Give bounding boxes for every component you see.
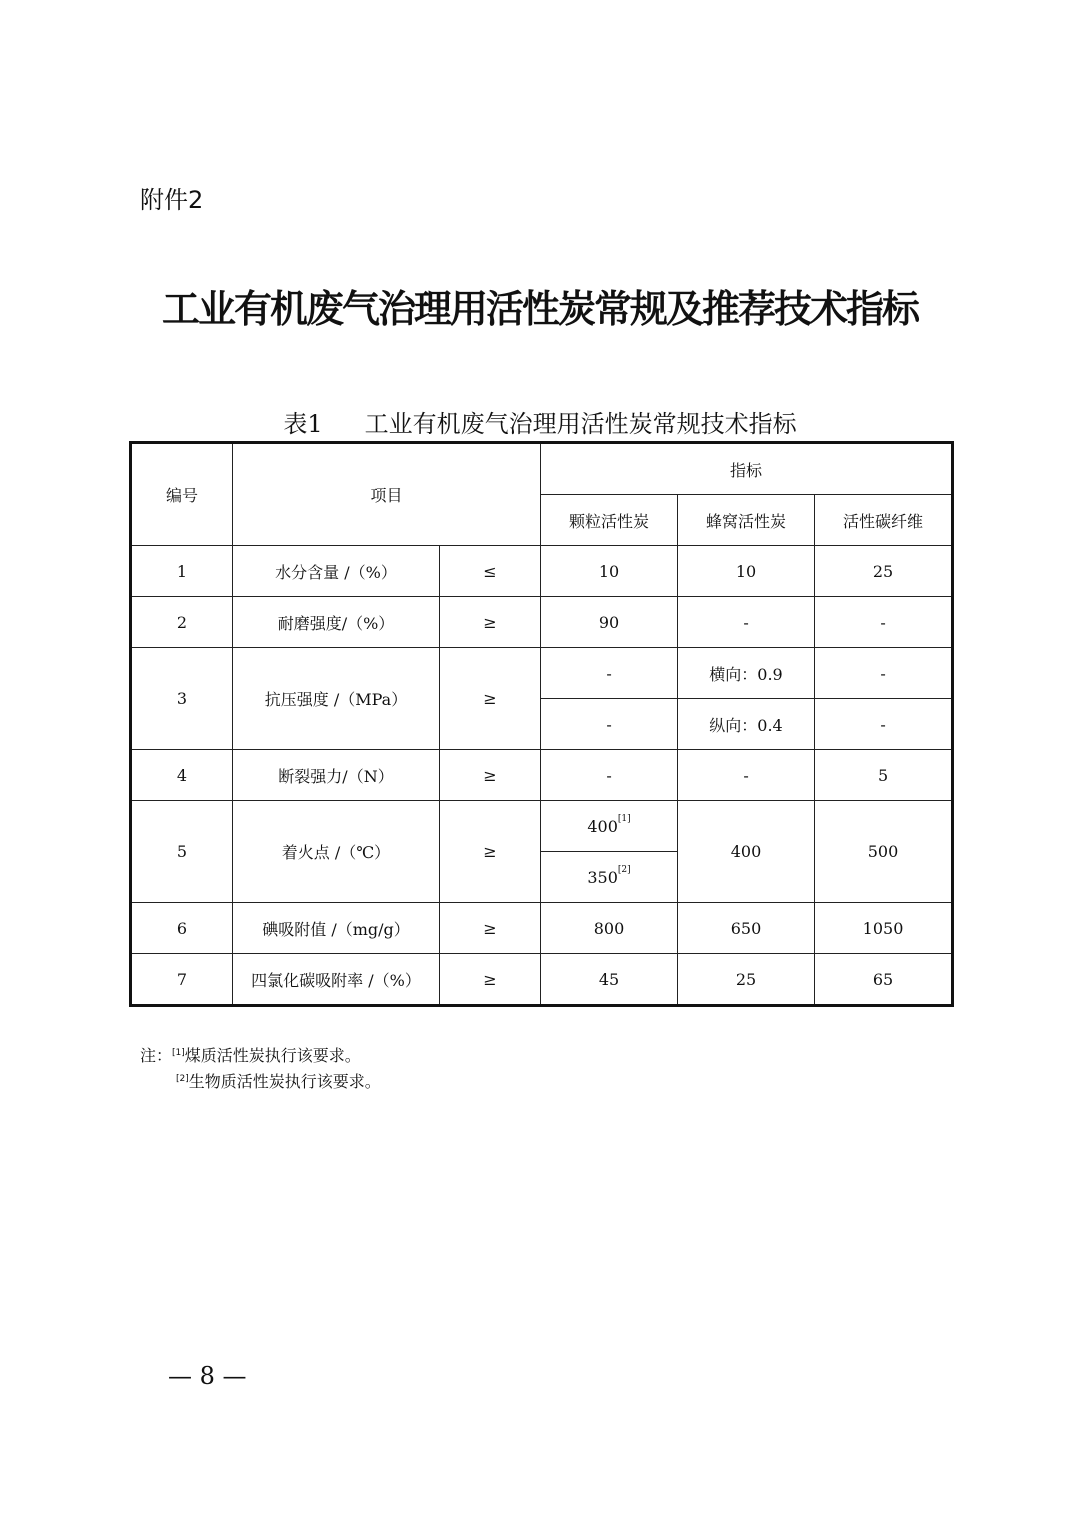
cell-honeycomb: 400 [678, 801, 815, 903]
cell-operator: ≥ [440, 903, 541, 954]
table-caption-number: 表1 [283, 410, 323, 438]
cell-item: 耐磨强度/（%） [233, 597, 440, 648]
cell-no: 1 [131, 546, 233, 597]
cell-item: 四氯化碳吸附率 /（%） [233, 954, 440, 1006]
cell-fiber: - [815, 699, 953, 750]
cell-fiber: 65 [815, 954, 953, 1006]
value: 400 [587, 816, 618, 836]
cell-granular: 800 [541, 903, 678, 954]
cell-operator: ≥ [440, 648, 541, 750]
header-item: 项目 [233, 443, 541, 546]
cell-operator: ≥ [440, 750, 541, 801]
cell-operator: ≥ [440, 801, 541, 903]
cell-item: 断裂强力/（N） [233, 750, 440, 801]
cell-item: 水分含量 /（%） [233, 546, 440, 597]
cell-honeycomb: 650 [678, 903, 815, 954]
cell-no: 5 [131, 801, 233, 903]
footnote-mark: [2] [617, 864, 631, 875]
table-header-row [131, 443, 953, 495]
cell-granular [541, 801, 678, 852]
cell-granular: 45 [541, 954, 678, 1006]
cell-no: 2 [131, 597, 233, 648]
cell-operator: ≤ [440, 546, 541, 597]
table-caption [0, 404, 1080, 439]
cell-fiber: 25 [815, 546, 953, 597]
cell-granular: - [541, 648, 678, 699]
document-title: 工业有机废气治理用活性炭常规及推荐技术指标 [161, 286, 918, 331]
cell-no: 4 [131, 750, 233, 801]
cell-fiber: - [815, 597, 953, 648]
header-honeycomb: 蜂窝活性炭 [678, 495, 815, 546]
table-row [131, 648, 953, 699]
cell-granular: 90 [541, 597, 678, 648]
header-no: 编号 [131, 443, 233, 546]
cell-no: 3 [131, 648, 233, 750]
table-notes [140, 1043, 381, 1095]
attachment-label: 附件2 [140, 186, 204, 214]
cell-fiber: 5 [815, 750, 953, 801]
note-text: 生物质活性炭执行该要求。 [188, 1072, 381, 1091]
cell-operator: ≥ [440, 597, 541, 648]
cell-honeycomb: 纵向：0.4 [678, 699, 815, 750]
page-number: — 8 — [168, 1362, 247, 1390]
cell-item: 抗压强度 /（MPa） [233, 648, 440, 750]
cell-honeycomb: 10 [678, 546, 815, 597]
footnote-mark: [2] [176, 1074, 189, 1084]
table-row [131, 750, 953, 801]
table-row [131, 801, 953, 852]
cell-honeycomb: 25 [678, 954, 815, 1006]
header-granular: 颗粒活性炭 [541, 495, 678, 546]
cell-fiber: - [815, 648, 953, 699]
cell-no: 6 [131, 903, 233, 954]
cell-item: 碘吸附值 /（mg/g） [233, 903, 440, 954]
spec-table [129, 441, 954, 1007]
note-2 [140, 1069, 381, 1095]
header-fiber: 活性碳纤维 [815, 495, 953, 546]
cell-honeycomb: - [678, 597, 815, 648]
cell-fiber: 500 [815, 801, 953, 903]
cell-granular: - [541, 750, 678, 801]
footnote-mark: [1] [172, 1048, 185, 1058]
table-row [131, 546, 953, 597]
cell-granular: 10 [541, 546, 678, 597]
cell-granular [541, 852, 678, 903]
cell-item: 着火点 /（℃） [233, 801, 440, 903]
table-row [131, 597, 953, 648]
cell-fiber: 1050 [815, 903, 953, 954]
cell-operator: ≥ [440, 954, 541, 1006]
value: 350 [587, 867, 618, 887]
note-1 [140, 1043, 381, 1069]
table-row [131, 954, 953, 1006]
footnote-mark: [1] [617, 813, 631, 824]
cell-honeycomb: 横向：0.9 [678, 648, 815, 699]
cell-granular: - [541, 699, 678, 750]
header-indicator: 指标 [541, 443, 953, 495]
table-caption-text: 工业有机废气治理用活性炭常规技术指标 [364, 410, 797, 438]
table-row [131, 903, 953, 954]
note-prefix: 注： [140, 1046, 173, 1065]
cell-no: 7 [131, 954, 233, 1006]
note-text: 煤质活性炭执行该要求。 [184, 1046, 361, 1065]
cell-honeycomb: - [678, 750, 815, 801]
